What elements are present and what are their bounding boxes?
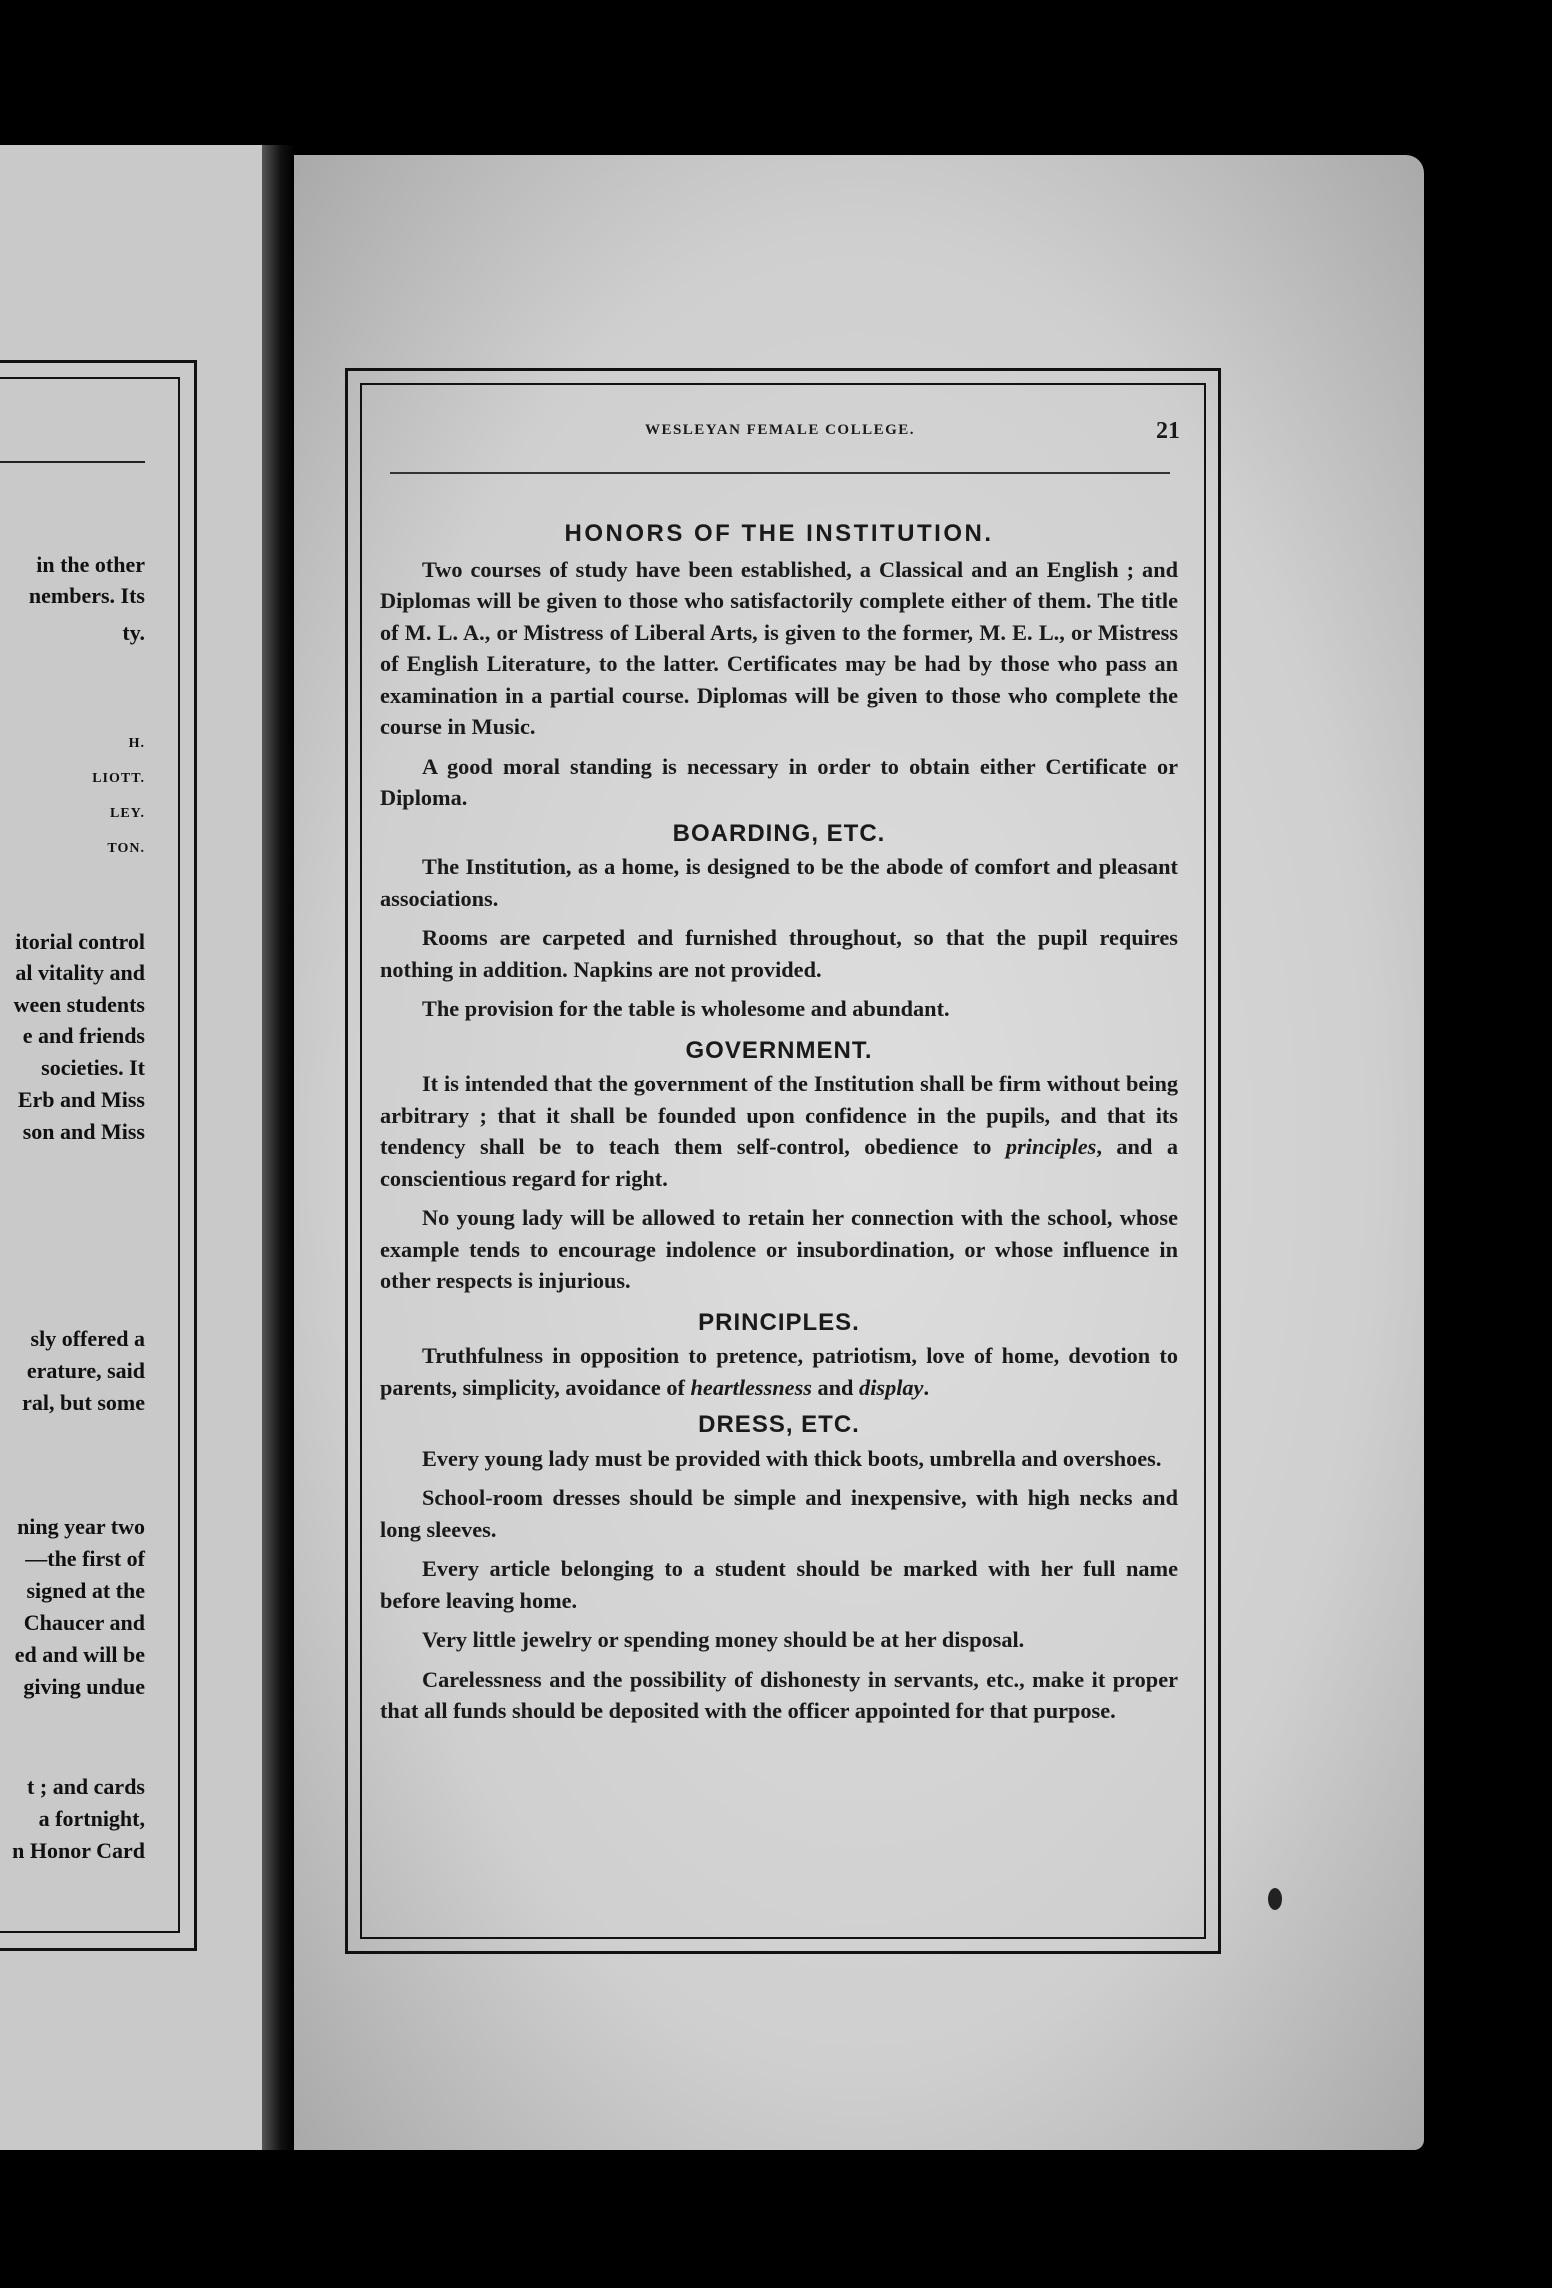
dress-paragraph-5: Carelessness and the possibility of dishonesty in servants, etc., make it proper that all funds should be deposited with the officer appointed for that purpose. <box>380 1666 1178 1723</box>
principles-paragraph-1 <box>380 1340 1178 1403</box>
left-page-line: itorial control <box>15 929 145 954</box>
government-paragraph-2: No young lady will be allowed to retain her connection with the school, whose example tends to encourage indolence or insubordination, or whose influence in other respects is injurious. <box>380 1205 1178 1293</box>
heading-honors: HONORS OF THE INSTITUTION. <box>564 520 994 547</box>
left-page-line: LEY. <box>109 806 145 821</box>
left-page-line: sly offered a <box>30 1326 145 1351</box>
heading-boarding: BOARDING, ETC. <box>672 819 886 847</box>
government-p1-text-a: It is intended that the government of the Institution shall be firm without being arbitrary ; that it shall be founded upon confidence in the pupils, and that its tendency shall be to teach them self-control, obedience to <box>380 1071 1178 1159</box>
ink-speck <box>1268 1888 1282 1910</box>
heading-government: GOVERNMENT. <box>685 1036 873 1064</box>
dress-paragraph-4: Very little jewelry or spending money should be at her disposal. <box>422 1627 1025 1652</box>
principles-text-b: and <box>811 1374 860 1400</box>
heading-dress: DRESS, ETC. <box>698 1411 860 1438</box>
principles-emphasis-2: display <box>859 1374 924 1400</box>
left-page-line: ning year two <box>17 1514 145 1539</box>
boarding-paragraph-3: The provision for the table is wholesome and abundant. <box>422 996 950 1021</box>
running-title: WESLEYAN FEMALE COLLEGE. <box>644 422 916 438</box>
honors-paragraph-1: Two courses of study have been established, a Classical and an English ; and Diplomas will be given to those who satisfactorily complete either of them. The title of M. L. A., or Mistress of Liberal Arts, is given to the former, M. E. L., or Mistress of English Literature, to the latter. Certificates may be had by those who pass an examination in a partial course. Diplomas will be given to those who complete the course in Music. <box>380 556 1178 739</box>
heading-principles: PRINCIPLES. <box>698 1308 860 1336</box>
left-page-line: t ; and cards <box>27 1774 145 1799</box>
left-page-line: Erb and Miss <box>17 1087 145 1112</box>
principles-text-a: Truthfulness in opposition to pretence, patriotism, love of home, devotion to parents, simplicity, avoidance of <box>380 1343 1178 1400</box>
left-page-line: nembers. Its <box>28 583 145 608</box>
left-page-line: giving undue <box>23 1674 145 1699</box>
left-page-line: in the other <box>36 552 145 577</box>
left-page-line: n Honor Card <box>12 1838 145 1863</box>
left-page-line: LIOTT. <box>92 771 145 786</box>
left-page-line: a fortnight, <box>38 1806 145 1831</box>
honors-paragraph-2: A good moral standing is necessary in order to obtain either Certificate or Diploma. <box>380 753 1178 810</box>
dress-paragraph-2: School-room dresses should be simple and inexpensive, with high necks and long sleeves. <box>380 1485 1178 1542</box>
government-p1-text-b: , and a conscientious regard for right. <box>380 1134 1178 1191</box>
left-page-line: al vitality and <box>15 960 145 985</box>
left-page-line: ween students <box>13 992 145 1017</box>
boarding-paragraph-1: The Institution, as a home, is designed to be the abode of comfort and pleasant associations. <box>380 854 1178 911</box>
running-head <box>380 418 1180 448</box>
left-page-line: H. <box>128 736 145 751</box>
left-page-rule <box>0 461 145 463</box>
boarding-paragraph-2: Rooms are carpeted and furnished throughout, so that the pupil requires nothing in addition. Napkins are not provided. <box>380 925 1178 982</box>
dress-paragraph-1: Every young lady must be provided with thick boots, umbrella and overshoes. <box>422 1445 1162 1471</box>
book-gutter <box>262 145 294 2150</box>
left-page-line: signed at the <box>26 1578 145 1603</box>
left-page-line: TON. <box>107 841 145 856</box>
page-number: 21 <box>1156 418 1180 444</box>
left-page-line: ed and will be <box>14 1642 145 1667</box>
page-content <box>380 510 1178 1910</box>
dress-paragraph-3: Every article belonging to a student should be marked with her full name before leaving home. <box>380 1556 1178 1613</box>
left-page-line: Chaucer and <box>23 1610 145 1635</box>
left-page-line: e and friends <box>22 1023 145 1048</box>
government-paragraph-1 <box>380 1068 1178 1194</box>
left-page-line: erature, said <box>26 1358 145 1383</box>
header-rule <box>390 472 1170 474</box>
principles-emphasis-1: heartlessness <box>690 1374 812 1400</box>
left-page-line: ty. <box>122 620 145 645</box>
left-page-line: son and Miss <box>22 1119 145 1144</box>
principles-text-c: . <box>923 1374 930 1400</box>
left-page-line: societies. It <box>41 1055 145 1080</box>
government-p1-emphasis: principles <box>1005 1134 1097 1159</box>
left-page-line: ral, but some <box>22 1390 145 1415</box>
left-page-line: —the first of <box>25 1546 145 1571</box>
